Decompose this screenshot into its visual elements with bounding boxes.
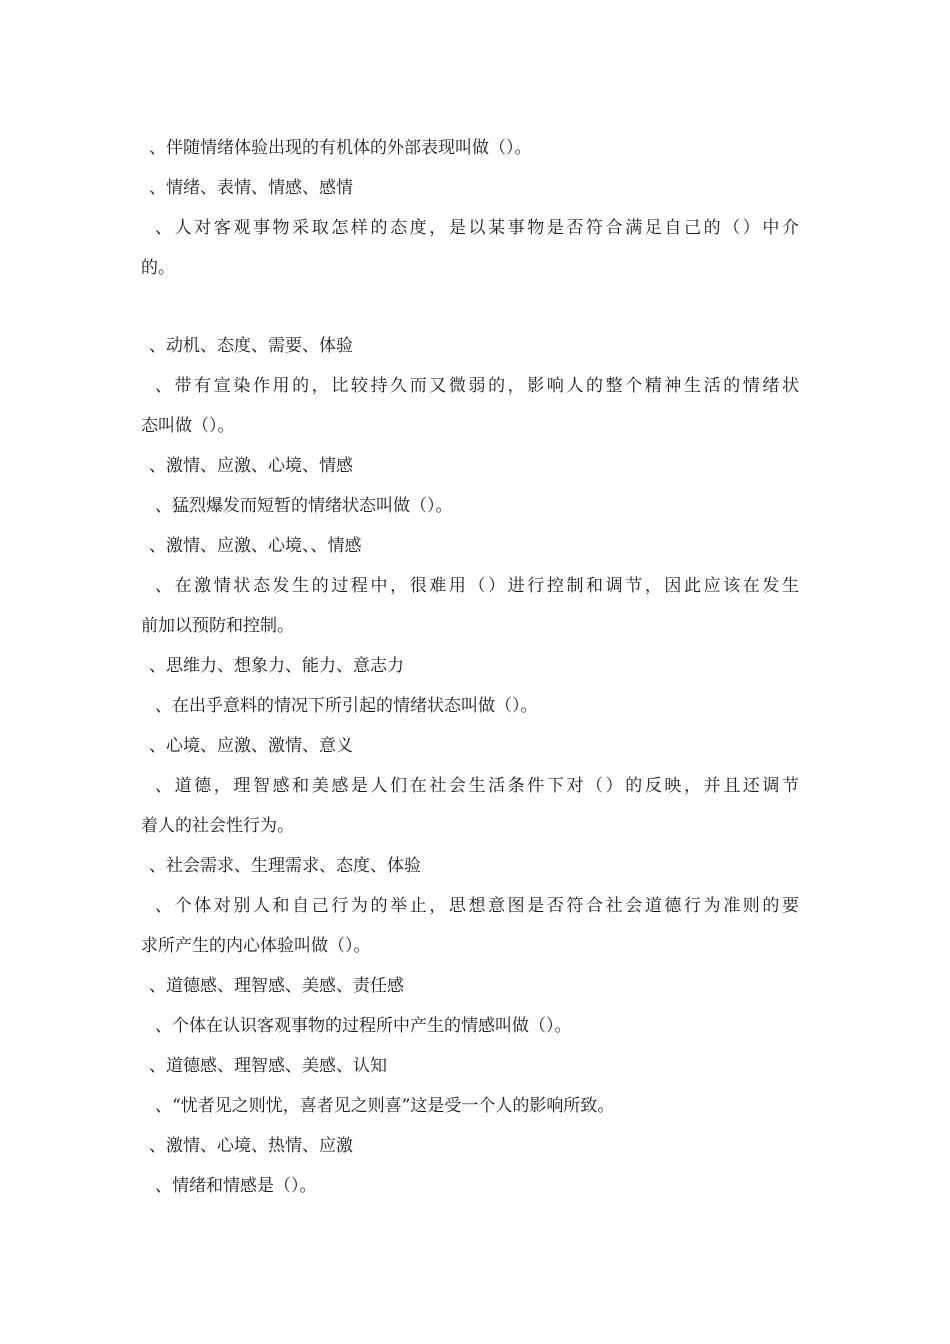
question-9: 、个体在认识客观事物的过程所中产生的情感叫做（）。 [155,1016,572,1036]
question-4: 、猛烈爆发而短暂的情绪状态叫做（）。 [155,496,453,516]
question-3-line-1: 、带有宣染作用的，比较持久而又微弱的，影响人的整个精神生活的情绪状 [155,376,799,396]
document-body [141,128,799,1206]
question-8-line-2: 求所产生的内心体验叫做（）。 [141,936,371,956]
options-7: 、社会需求、生理需求、态度、体验 [149,856,421,876]
question-8-line-1: 、个体对别人和自己行为的举止，思想意图是否符合社会道德行为准则的要 [155,896,799,916]
options-10: 、激情、心境、热情、应激 [149,1136,353,1156]
options-6: 、心境、应激、激情、意义 [149,736,353,756]
options-1: 、情绪、表情、情感、感情 [149,178,353,198]
options-9: 、道德感、理智感、美感、认知 [149,1056,387,1076]
options-4: 、激情、应激、心境、、情感 [149,536,362,556]
question-3-line-2: 态叫做（）。 [141,416,235,436]
question-11: 、情绪和情感是（）。 [155,1176,317,1196]
options-3: 、激情、应激、心境、情感 [149,456,353,476]
question-7-line-1: 、道德，理智感和美感是人们在社会生活条件下对（）的反映，并且还调节 [155,776,799,796]
question-7-line-2: 着人的社会性行为。 [141,816,294,836]
blank-gap [141,288,799,326]
options-8: 、道德感、理智感、美感、责任感 [149,976,404,996]
question-6: 、在出乎意料的情况下所引起的情绪状态叫做（）。 [155,696,538,716]
question-2-line-2: 的。 [141,258,175,278]
options-5: 、思维力、想象力、能力、意志力 [149,656,404,676]
question-1: 、伴随情绪体验出现的有机体的外部表现叫做（）。 [149,138,532,158]
question-5-line-1: 、在激情状态发生的过程中，很难用（）进行控制和调节，因此应该在发生 [155,576,799,596]
options-2: 、动机、态度、需要、体验 [149,336,353,356]
question-2-line-1: 、人对客观事物采取怎样的态度，是以某事物是否符合满足自己的（）中介 [155,218,799,238]
question-5-line-2: 前加以预防和控制。 [141,616,294,636]
question-10: 、“忧者见之则忧，喜者见之则喜”这是受一个人的影响所致。 [155,1096,615,1116]
